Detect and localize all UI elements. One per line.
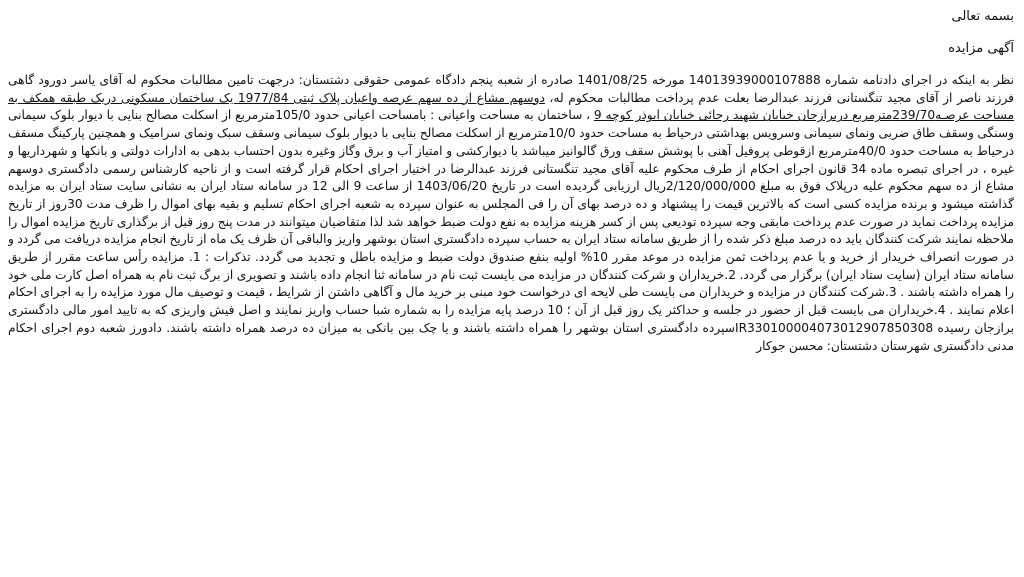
notice-body-intro: نظر به اینکه در اجرای دادنامه شماره 14013939000107888 مورخه 1401/08/25 صادره از شعبه پنجم دادگاه عمومی حقوقی دشتستان: درجهت تامین مطالبات محکوم له آقای یاسر دورود گاهی فرزند ناصر از آقای مجید تنگستانی فرزند عبدالرضا بعلت عدم پرداخت مطالبات محکوم له،	[8, 73, 1014, 105]
notice-body	[8, 72, 1016, 355]
auction-notice	[8, 4, 1016, 569]
invocation-heading: بسمه تعالی	[951, 9, 1014, 24]
notice-body-property-description: دوسهم مشاع از ده سهم عرصه واعیان پلاک ثبتی 1977/84 یک ساختمان مسکونی دریک طبقه همکف به مساحت عرصـه239/70مترمربع دربرازجان خیابان شهید رجائی خیابان ابوذر کوچه 9	[8, 90, 1015, 123]
notice-body-details: ، ساختمان به مساحت واعیانی : بامساحت اعیانی حدود 105/0مترمربع از اسکلت مصالح بنایی با دیوار بلوک سیمانی وسنگی وسقف طاق ضربی ونمای سیمانی وسرویس بهداشتی درحیاط به مساحت حدود 10/0مترمربع از اسکلت مصالح بنایی با دیوار بلوک سیمانی وسقف سبک ونمای سرامیک و همچنین پارکینگ مسقف درحیاط به مساحت حدود 40/0مترمربع ازقوطی پروفیل آهنی با پوشش سقف ورق گالوانیز میباشد با دیوارکشی و امتیاز آب و برق وگاز وغیره بدون احتساب بدهی به ادارات دولتی و بانکها و شهرداریها و غیره ، در اجرای تبصره ماده 34 قانون اجرای احکام از طرف محکوم علیه آقای مجید تنگستانی فرزند عبدالرضا در اختیار اجرای احکام قرار گرفته است و از ناحیه کارشناس رسمی دادگستری دوسهم مشاع از ده سهم محکوم علیه درپلاک فوق به مبلغ 2/120/000/000ریال ارزیابی گردیده است در تاریخ 1403/06/20 از ساعت 9 الی 12 در سامانه ستاد ایران به نشانی سایت ستاد ایران به مزایده گذاشته میشود و برنده مزایده کسی است که بالاترین قیمت را پیشنهاد و ده درصد بهای آن را فی المجلس به عنوان سپرده به شعبه اجرای احکام تسلیم و بقیه بهای اموال را ظرف مدت 30روز از تاریخ مزایده پرداخت نماید در صورت عدم پرداخت مابقی وجه سپرده تودیعی پس از کسر هزینه مزایده به نفع دولت ضبط خواهد شد لذا متقاضیان میتوانند در مدت پنج روز قبل از برگذاری تاریخ مزایده اموال را ملاحظه نمایند شرکت کنندگان باید ده درصد مبلغ ذکر شده را از طریق سامانه ستاد ایران به حساب سپرده دادگستری استان بوشهر واریز والباقی آن ظرف یک ماه از تاریخ انجام مزایده دریافت می گردد و در صورت انصراف خریدار از خرید و یا عدم پرداخت ثمن مزایده در موعد مقرر 10% اولیه بنفع صندوق دولت ضبط و مزایده باطل و تجدید می گردد. تذکرات : 1. مزایده رأس ساعت مقرر از طریق سامانه ستاد ایران (سایت ستاد ایران) برگزار می گردد. 2.خریداران و شرکت کنندگان در مزایده می بایست ثبت نام در سامانه ثنا انجام داده باشند و تصویری از برگ ثبت نام به همراه اصل کارت ملی خود را همراه داشته باشند . 3.شرکت کنندگان در مزایده و خریداران می بایست طی لایحه ای درخواست خود مبنی بر خرید مال و آگاهی داشتن از شرایط ، قیمت و توصیف مال مورد مزایده را به اجرای احکام اعلام نمایند . 4.خریداران می بایست قبل از حضور در جلسه و حداکثر یک روز قبل از آن ؛ 10 درصد پایه مزایده را به شماره شبا حساب واریز نمایند و اصل فیش واریزی که به تایید امور مالی دادگستری برازجان رسیده IR330100004073012907850308سپرده دادگستری استان بوشهر را همراه داشته باشند و یا چک بین بانکی به میزان ده درصد همراه داشته باشند. دادورز شعبه دوم اجرای احکام مدنی دادگستری شهرستان دشتستان: محسن جوکار	[8, 108, 1015, 353]
notice-title: آگهی مزایده	[948, 41, 1014, 56]
